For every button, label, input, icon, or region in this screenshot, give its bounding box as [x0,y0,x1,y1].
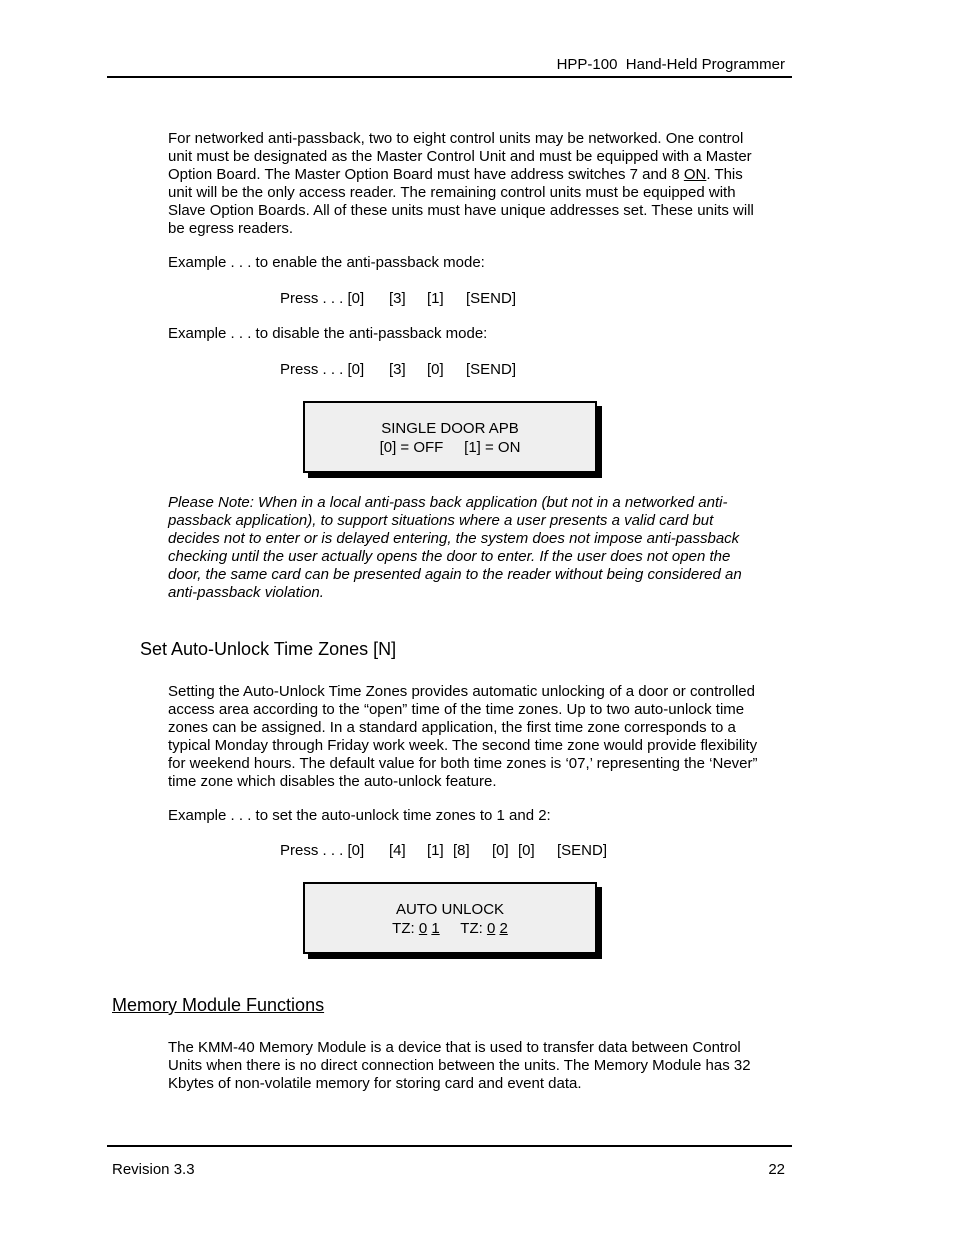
example-auto-unlock-text: Example . . . to set the auto-unlock time zones to 1 and 2: [168,807,551,824]
note-line: anti-passback violation. [168,584,324,601]
lcd-line: [0] = OFF [1] = ON [379,439,521,456]
example-enable-text: Example . . . to enable the anti-passback mode: [168,254,485,271]
note-line: door, the same card can be presented again to the reader without being considered an [168,566,742,583]
keypress-sequence [280,290,516,308]
key-label: Press . . . [0] [280,290,365,307]
key-label: Press . . . [0] [280,361,365,378]
section-heading-memory-module: Memory Module Functions [112,995,325,1015]
paragraph-line: for weekend hours. The default value for both time zones is ‘07,’ representing the ‘Never” [168,755,758,772]
key-label: [1] [427,290,444,307]
paragraph-line: The KMM-40 Memory Module is a device that is used to transfer data between Control [168,1039,741,1056]
key-label: [4] [389,842,406,859]
note-line: decides not to enter or is delayed entering, the system does not impose anti-passback [168,530,740,547]
paragraph-line: zones can be assigned. In a standard application, the first time zone corresponds to a [168,719,736,736]
auto-unlock-paragraph [168,683,758,791]
footer-page-number: 22 [768,1161,785,1178]
paragraph-line: time zone which disables the auto-unlock feature. [168,773,497,790]
header-title: HPP-100 Hand-Held Programmer [556,56,785,73]
note-line: Please Note: When in a local anti-pass back application (but not in a networked anti- [168,494,728,511]
key-label: Press . . . [0] [280,842,365,859]
lcd-line: AUTO UNLOCK [395,901,505,918]
paragraph-line: Slave Option Boards. All of these units must have unique addresses set. These units will [168,202,754,219]
paragraph-text: . This [706,166,743,183]
key-label: [0] [427,361,444,378]
paragraph-line [168,166,754,184]
keypress-sequence [280,361,516,379]
tz-label: TZ: [392,920,419,937]
note-line: passback application), to support situations where a user presents a valid card but [168,512,714,529]
lcd-line [305,919,595,938]
header-rule [107,76,792,78]
paragraph-line: access area according to the “open” time of the time zones. Up to two auto-unlock time [168,701,745,718]
tz-digit: 1 [431,920,440,937]
key-label: [3] [389,290,406,307]
keypress-sequence [280,842,607,860]
paragraph-line: be egress readers. [168,220,294,237]
key-label: [SEND] [466,361,517,378]
footer-rule [107,1145,792,1147]
paragraph-text: Option Board. The Master Option Board must have address switches 7 and 8 [168,166,684,183]
paragraph-line: Kbytes of non-volatile memory for storing card and event data. [168,1075,582,1092]
key-label: [3] [389,361,406,378]
key-label: [1] [427,842,444,859]
note-paragraph [168,494,742,602]
key-label: [0] [492,842,509,859]
memory-module-paragraph [168,1039,751,1093]
key-label: [SEND] [557,842,608,859]
paragraph-line: For networked anti-passback, two to eight control units may be networked. One control [168,130,744,147]
footer-revision: Revision 3.3 [112,1161,195,1178]
paragraph-line: unit will be the only access reader. The remaining control units must be equipped with [168,184,736,201]
note-line: checking until the user actually opens the door to enter. If the user does not open the [168,548,731,565]
on-text: ON [683,166,707,183]
key-label: [0] [518,842,535,859]
tz-label: TZ: [460,920,487,937]
lcd-display-auto-unlock [303,882,597,954]
paragraph-line: typical Monday through Friday work week. The second time zone would provide flexibility [168,737,758,754]
lcd-display-apb [303,401,597,473]
paragraph-line: unit must be designated as the Master Control Unit and must be equipped with a Master [168,148,752,165]
paragraph-line: Units when there is no direct connection between the units. The Memory Module has 32 [168,1057,751,1074]
paragraph-line: Setting the Auto-Unlock Time Zones provides automatic unlocking of a door or controlled [168,683,755,700]
tz-digit: 0 [486,920,496,937]
key-label: [8] [453,842,470,859]
lcd-line: SINGLE DOOR APB [381,420,519,437]
tz-digit: 2 [499,920,508,937]
tz-digit: 0 [418,920,428,937]
section-heading-auto-unlock: Set Auto-Unlock Time Zones [N] [140,639,397,659]
intro-paragraph [168,130,754,238]
example-disable-text: Example . . . to disable the anti-passback mode: [168,325,488,342]
key-label: [SEND] [466,290,517,307]
